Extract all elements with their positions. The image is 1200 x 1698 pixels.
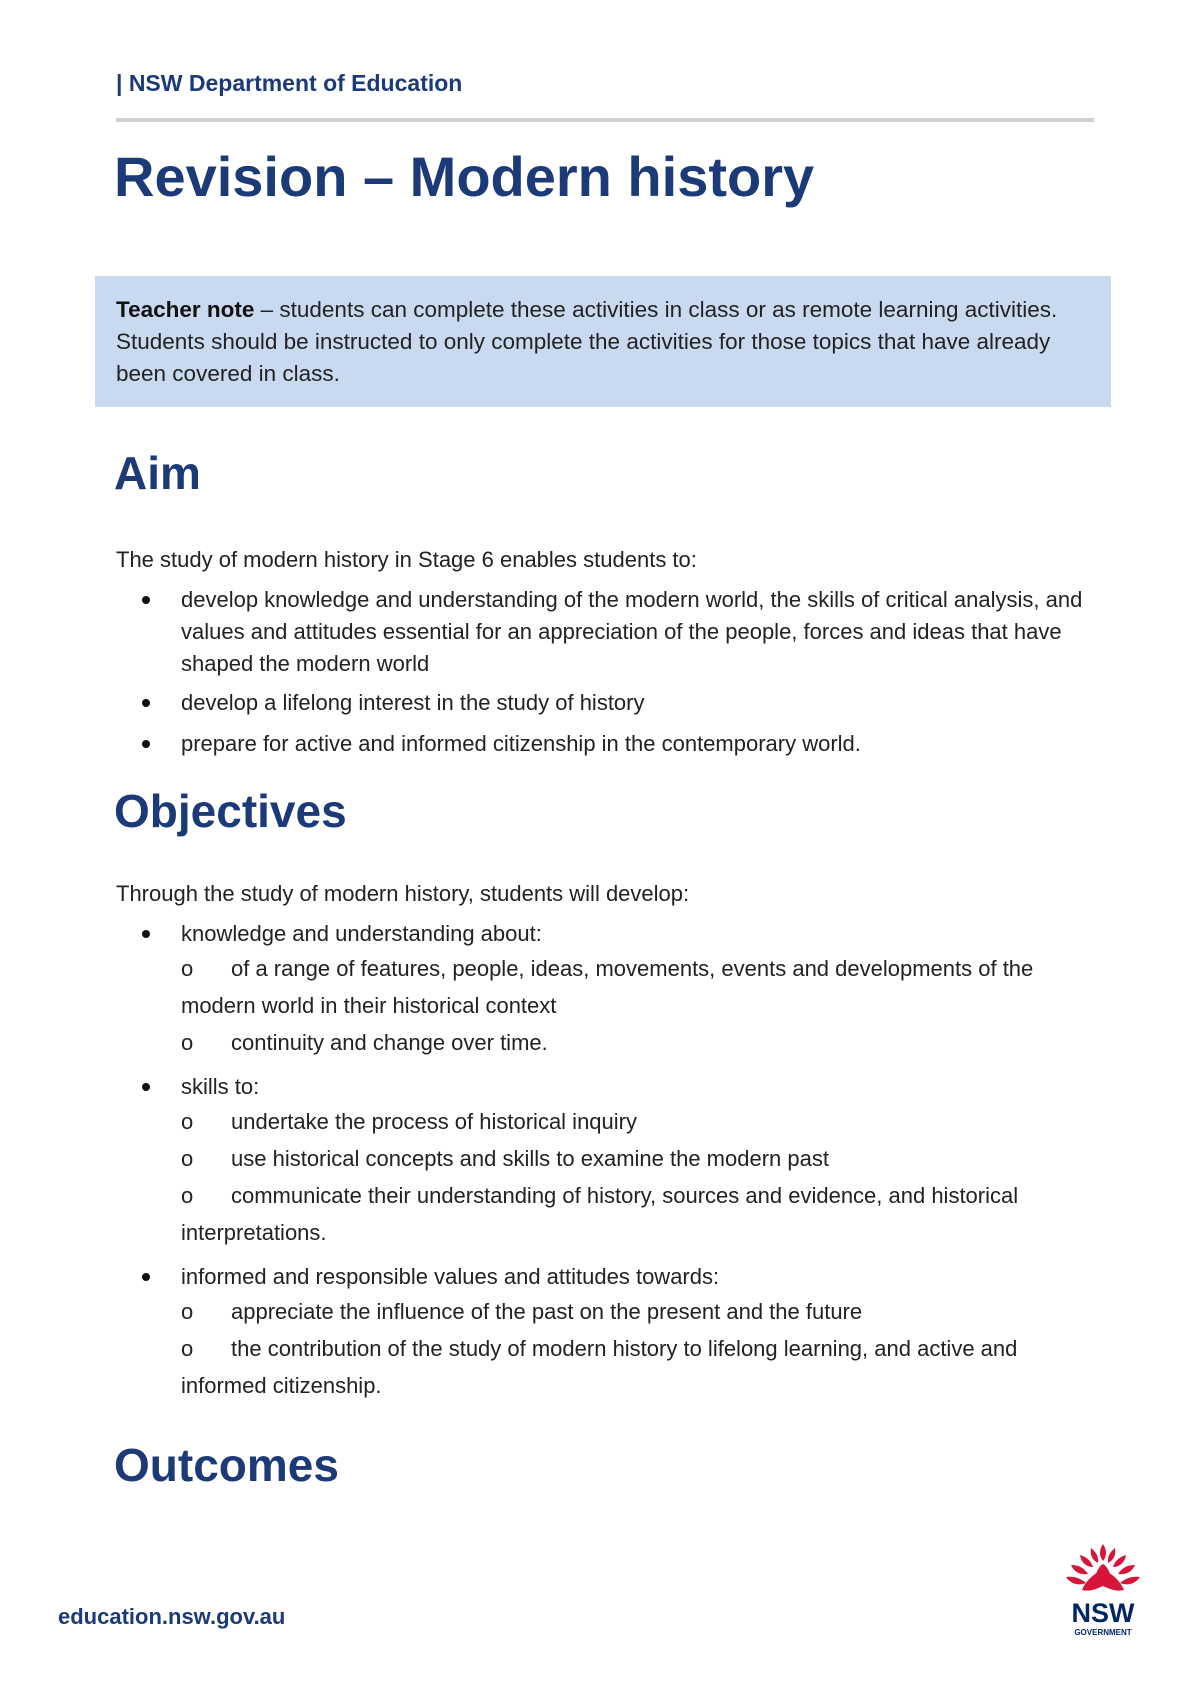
- sub-bullet-marker: o: [181, 956, 194, 981]
- sub-bullet-marker: o: [181, 1299, 194, 1324]
- objective-subitem: o continuity and change over time.: [116, 1024, 1096, 1061]
- objective-subitem: o of a range of features, people, ideas, movements, events and developments of the modern world in their historical context: [116, 950, 1096, 1024]
- objectives-heading: Objectives: [114, 785, 347, 837]
- aim-item: prepare for active and informed citizenship in the contemporary world.: [116, 728, 1096, 760]
- nsw-government-logo: [1058, 1540, 1148, 1650]
- header-divider: [116, 118, 1094, 122]
- teacher-note-text: – students can complete these activities in class or as remote learning activities. Students should be instructed to only complete the activities for those topics that have already been covered in class.: [116, 297, 1058, 386]
- aim-list: [116, 584, 1096, 760]
- sub-bullet-marker: o: [181, 1030, 194, 1055]
- objective-subitem: o undertake the process of historical inquiry: [116, 1103, 1096, 1140]
- objective-subitem: o communicate their understanding of history, sources and evidence, and historical interpretations.: [116, 1177, 1096, 1251]
- logo-wordmark: NSW: [1071, 1598, 1135, 1628]
- outcomes-heading: Outcomes: [114, 1439, 339, 1491]
- aim-item: develop a lifelong interest in the study of history: [116, 687, 1096, 719]
- objective-group: informed and responsible values and attitudes towards:: [116, 1261, 1096, 1293]
- logo-subtext: GOVERNMENT: [1074, 1628, 1132, 1637]
- objective-group: skills to:: [116, 1071, 1096, 1103]
- footer-url: education.nsw.gov.au: [58, 1604, 286, 1629]
- objectives-intro: Through the study of modern history, students will develop:: [116, 881, 690, 906]
- aim-intro: The study of modern history in Stage 6 enables students to:: [116, 547, 697, 572]
- department-header: | NSW Department of Education: [116, 70, 463, 96]
- teacher-note-label: Teacher note: [116, 297, 255, 322]
- aim-heading: Aim: [114, 447, 201, 499]
- objective-subitem: o use historical concepts and skills to examine the modern past: [116, 1140, 1096, 1177]
- sub-bullet-marker: o: [181, 1336, 194, 1361]
- teacher-note-box: [95, 276, 1111, 407]
- objectives-list: [116, 918, 1096, 1404]
- sub-bullet-marker: o: [181, 1146, 194, 1171]
- page-title: Revision – Modern history: [114, 145, 815, 208]
- sub-bullet-marker: o: [181, 1109, 194, 1134]
- aim-item: develop knowledge and understanding of the modern world, the skills of critical analysis, and values and attitudes essential for an appreciation of the people, forces and ideas that have shaped the modern world: [116, 584, 1096, 680]
- objective-group: knowledge and understanding about:: [116, 918, 1096, 950]
- waratah-icon: [1066, 1544, 1140, 1591]
- objective-subitem: o appreciate the influence of the past on the present and the future: [116, 1293, 1096, 1330]
- objective-subitem: o the contribution of the study of modern history to lifelong learning, and active and informed citizenship.: [116, 1330, 1096, 1404]
- sub-bullet-marker: o: [181, 1183, 194, 1208]
